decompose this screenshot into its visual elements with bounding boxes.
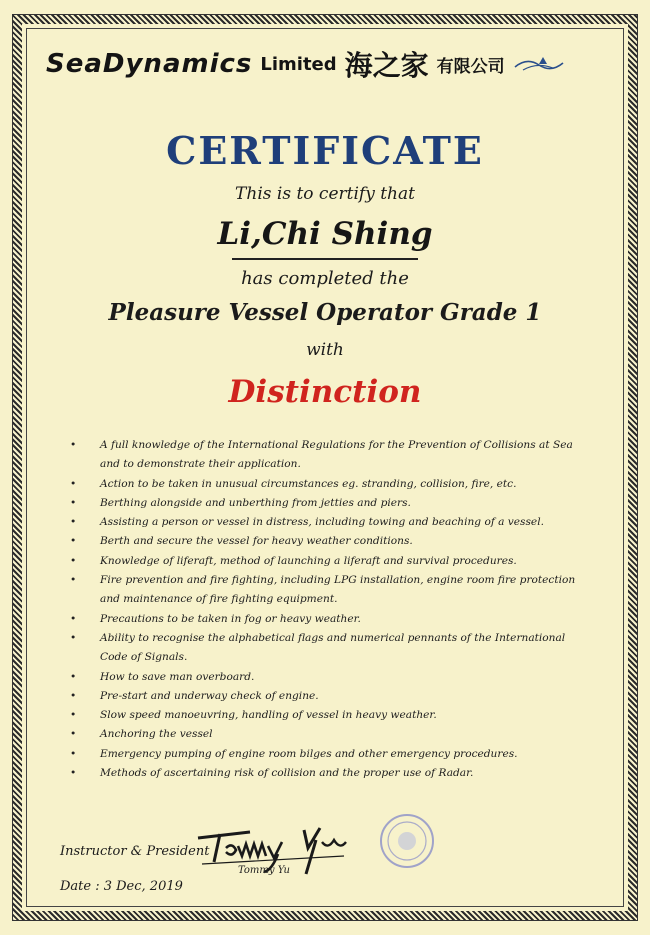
list-item: • Precautions to be taken in fog or heavy weather.: [66, 610, 586, 629]
list-item: • Berthing alongside and unberthing from jetties and piers.: [66, 494, 586, 513]
issue-date: Date : 3 Dec, 2019: [60, 879, 183, 894]
instructor-label: Instructor & President :: [60, 844, 218, 859]
certificate-title: CERTIFICATE: [166, 128, 484, 173]
skills-list: [66, 436, 586, 783]
with-line: with: [306, 340, 344, 360]
course-name: Pleasure Vessel Operator Grade 1: [108, 299, 542, 326]
completed-line: has completed the: [241, 268, 409, 289]
list-item: • Methods of ascertaining risk of collision and the proper use of Radar.: [66, 764, 586, 783]
boat-wave-icon: [513, 53, 565, 75]
signer-name: Tommy Yu: [238, 865, 290, 876]
list-item: • Pre-start and underway check of engine.: [66, 687, 586, 706]
list-item: • Assisting a person or vessel in distress, including towing and beaching of a vessel.: [66, 513, 586, 532]
list-item: • Fire prevention and fire fighting, including LPG installation, engine room fire protection and maintenance of fire fighting equipment.: [66, 571, 586, 610]
list-item: • A full knowledge of the International Regulations for the Prevention of Collisions at Sea and to demonstrate their application.: [66, 436, 586, 475]
company-header: [46, 46, 565, 82]
list-item: • Action to be taken in unusual circumstances eg. stranding, collision, fire, etc.: [66, 475, 586, 494]
name-underline: [232, 258, 418, 260]
company-chinese-suffix: 有限公司: [436, 56, 505, 77]
list-item: • Berth and secure the vessel for heavy weather conditions.: [66, 532, 586, 551]
company-name: SeaDynamics: [46, 49, 253, 79]
seal-stamp-icon: [378, 812, 436, 870]
recipient-name: Li,Chi Shing: [217, 216, 433, 252]
company-limited: Limited: [260, 53, 337, 75]
list-item: • Anchoring the vessel: [66, 725, 586, 744]
list-item: • How to save man overboard.: [66, 668, 586, 687]
list-item: • Emergency pumping of engine room bilges and other emergency procedures.: [66, 745, 586, 764]
grade-distinction: Distinction: [228, 374, 422, 410]
list-item: • Ability to recognise the alphabetical flags and numerical pennants of the International Code of Signals.: [66, 629, 586, 668]
certify-line: This is to certify that: [235, 184, 415, 204]
list-item: • Knowledge of liferaft, method of launching a liferaft and survival procedures.: [66, 552, 586, 571]
list-item: • Slow speed manoeuvring, handling of vessel in heavy weather.: [66, 706, 586, 725]
company-chinese-name: 海之家: [344, 49, 429, 82]
